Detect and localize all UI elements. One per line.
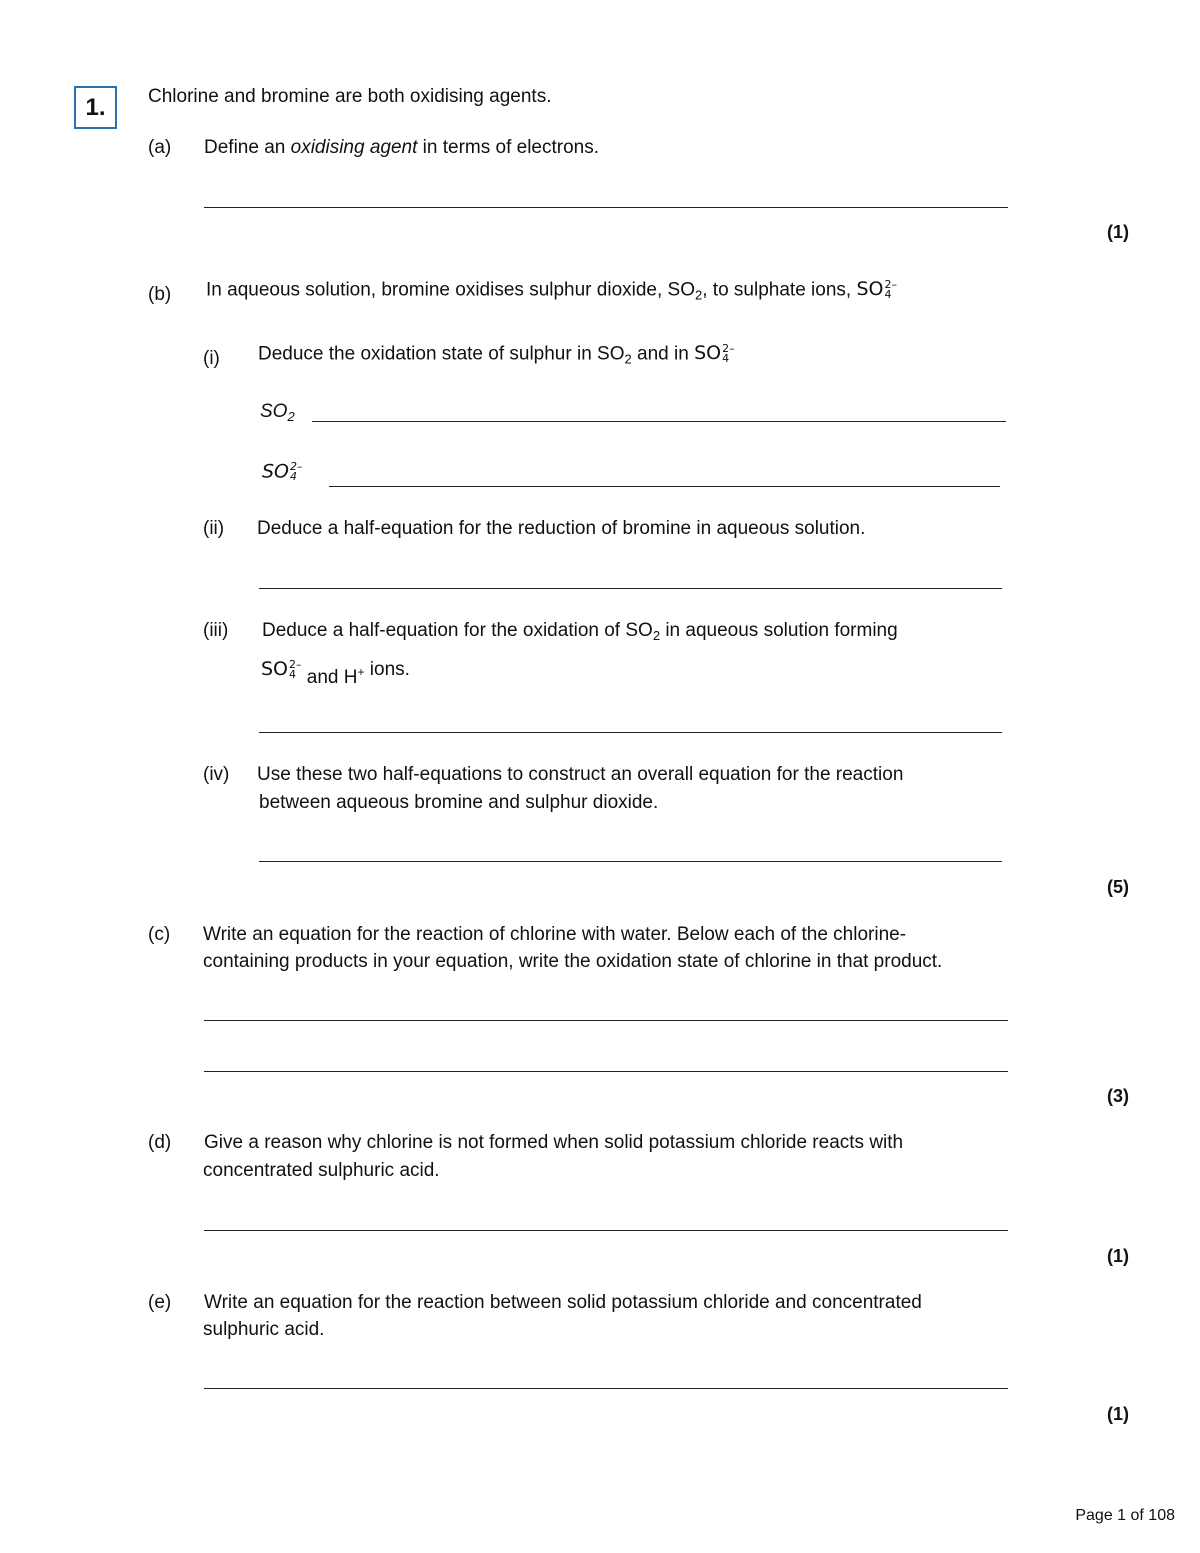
part-b-i-label: (i): [203, 348, 220, 369]
part-b-iii-label: (iii): [203, 620, 229, 641]
part-a-question: Define an oxidising agent in terms of electrons.: [204, 137, 600, 158]
question-number: 1.: [85, 93, 106, 121]
part-b-iv-answer-line[interactable]: [259, 861, 1002, 862]
part-b-iv-question-line2: between aqueous bromine and sulphur dioxide.: [259, 792, 659, 813]
part-b-ii-label: (ii): [203, 518, 225, 539]
part-a-answer-line[interactable]: [204, 207, 1008, 208]
so2-answer-line[interactable]: [312, 421, 1006, 422]
sulphate-ion: SO 2– 4: [694, 342, 735, 365]
sulphate-ion: SO 2– 4: [261, 657, 302, 681]
part-d-answer-line[interactable]: [204, 1230, 1008, 1231]
question-intro: Chlorine and bromine are both oxidising agents.: [148, 86, 552, 107]
part-d-question-line1: Give a reason why chlorine is not formed when solid potassium chloride reacts with: [204, 1132, 904, 1153]
so4-answer-line[interactable]: [329, 486, 1000, 487]
part-d-question-line2: concentrated sulphuric acid.: [203, 1160, 440, 1181]
part-b-iv-question-line1: Use these two half-equations to construct an overall equation for the reaction: [257, 764, 904, 785]
part-a-marks: (1): [1107, 222, 1129, 242]
part-b-label: (b): [148, 284, 172, 305]
part-c-answer-line-1[interactable]: [204, 1020, 1008, 1021]
question-number-box: [74, 86, 117, 129]
page-number: Page 1 of 108: [1075, 1507, 1175, 1524]
part-e-label: (e): [148, 1292, 172, 1313]
part-d-marks: (1): [1107, 1246, 1129, 1266]
part-b-iv-label: (iv): [203, 764, 230, 785]
part-a-label: (a): [148, 137, 172, 158]
part-b-iii-question-line2: SO 2– 4 and H+ ions.: [261, 657, 410, 688]
sulphate-ion: SO 2– 4: [856, 278, 897, 301]
part-e-answer-line[interactable]: [204, 1388, 1008, 1389]
part-b-iii-question-line1: Deduce a half-equation for the oxidation of $SO_2$ in aqueous solution forming: [262, 620, 898, 643]
part-e-marks: (1): [1107, 1404, 1129, 1424]
part-b-iii-answer-line[interactable]: [259, 732, 1002, 733]
part-b-i-question: Deduce the oxidation state of sulphur in $SO_2$ and in SO 2– 4: [258, 342, 735, 367]
part-c-answer-line-2[interactable]: [204, 1071, 1008, 1072]
part-d-label: (d): [148, 1132, 172, 1153]
so2-answer-label: $SO_2$: [260, 401, 295, 424]
part-b-question: In aqueous solution, bromine oxidises sulphur dioxide, $SO_2$, to sulphate ions, SO 2– 4: [206, 278, 897, 303]
part-c-question-line1: Write an equation for the reaction of chlorine with water. Below each of the chlorine-: [203, 924, 907, 945]
part-b-ii-question: Deduce a half-equation for the reduction of bromine in aqueous solution.: [257, 518, 866, 539]
part-c-question-line2: containing products in your equation, write the oxidation state of chlorine in that product.: [203, 951, 943, 972]
part-e-question-line2: sulphuric acid.: [203, 1319, 325, 1340]
part-b-marks: (5): [1107, 877, 1129, 897]
part-b-ii-answer-line[interactable]: [259, 588, 1002, 589]
so4-answer-label: SO 2– 4: [262, 460, 303, 483]
part-e-question-line1: Write an equation for the reaction between solid potassium chloride and concentrated: [204, 1292, 922, 1313]
part-c-label: (c): [148, 924, 171, 945]
part-c-marks: (3): [1107, 1086, 1129, 1106]
